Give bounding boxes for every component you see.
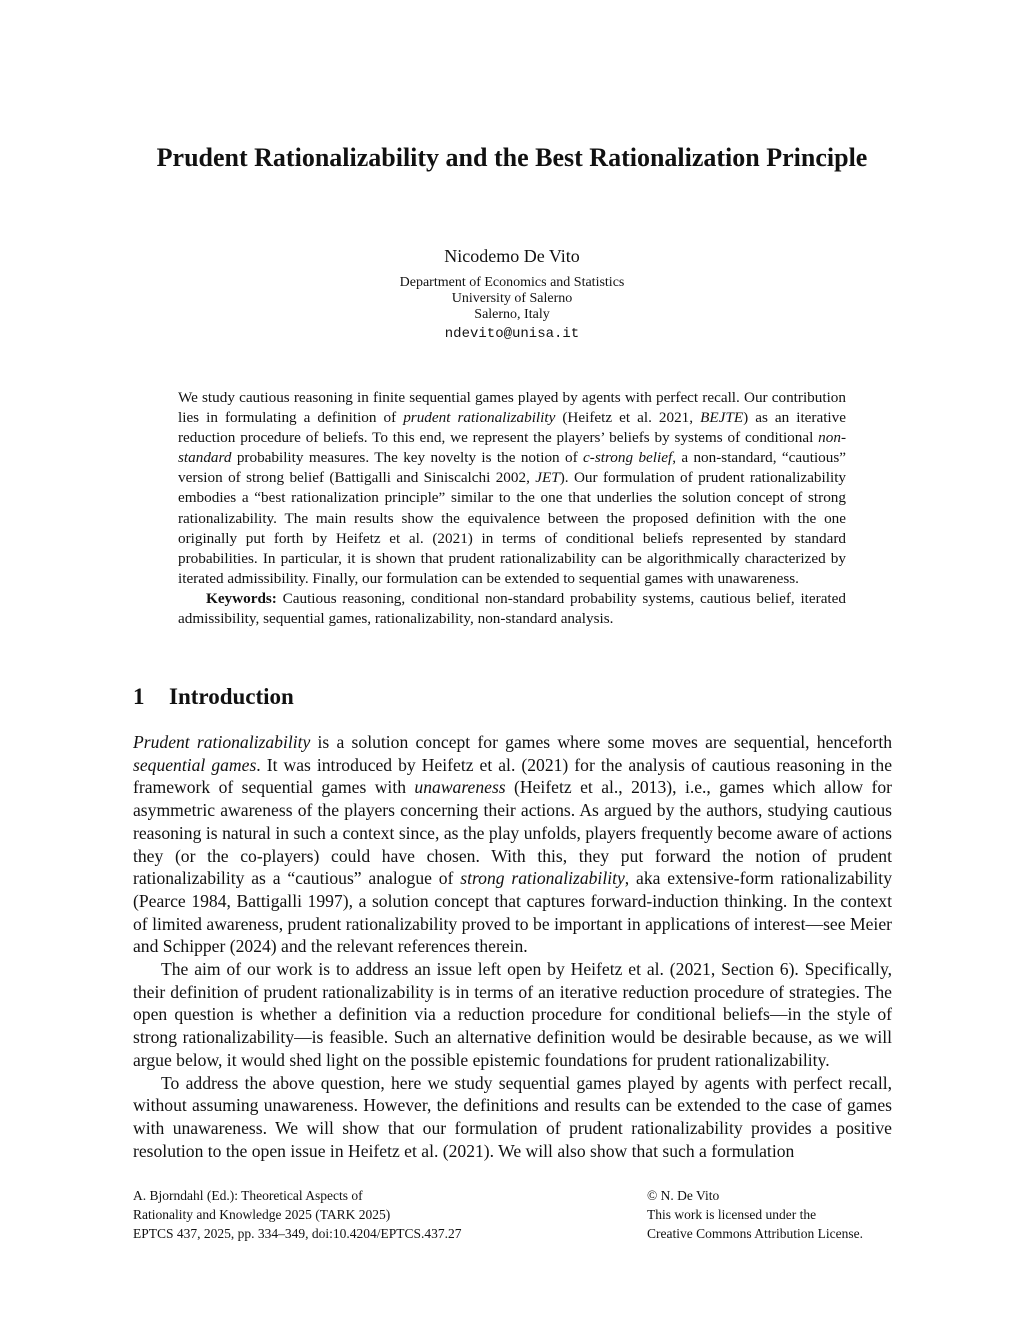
- abstract-text: , a non-standard, “cautious” version of strong belief (Battigalli and Siniscalchi 2002,: [178, 449, 847, 487]
- abstract-text: ). Our formulation of prudent rationalizability embodies a “best rationalization principle” similar to the one that underlies the solution concept of strong rationalizability. The main results show the equivalence between the proposed definition with the one originally put forth by Heifetz et al. (2021) in terms of conditional beliefs represented by standard probabilities. In particular, it is shown that prudent rationalizability can be algorithmically characterized by iterated admissibility. Finally, our formulation can be extended to sequential games with unawareness.: [178, 469, 847, 587]
- footer-license: [647, 1186, 863, 1243]
- body-text: (Heifetz et al., 2013), i.e., games which allow for asymmetric awareness of the players concerning their actions. As argued by the authors, studying cautious reasoning is natural in such a context since, as the play unfolds, players frequently become aware of actions they (or the co-players) could have chosen. With this, they put forward the notion of prudent rationalizability as a “cautious” analogue of: [133, 777, 892, 889]
- body-emphasis: sequential games: [133, 754, 257, 775]
- abstract-paragraph: [178, 388, 846, 589]
- keywords: [178, 589, 846, 629]
- footer-line: This work is licensed under the: [647, 1207, 817, 1222]
- abstract-text: probability measures. The key novelty is the notion of: [231, 449, 584, 467]
- author-name: Nicodemo De Vito: [444, 246, 580, 266]
- footer-line: EPTCS 437, 2025, pp. 334–349, doi:10.4204/EPTCS.437.27: [133, 1226, 462, 1241]
- affiliation-line: Salerno, Italy: [474, 307, 550, 322]
- intro-body: [133, 731, 892, 1162]
- body-emphasis: strong rationalizability: [460, 868, 625, 889]
- author-affiliation: [0, 275, 1024, 323]
- body-emphasis: unawareness: [414, 777, 506, 798]
- paper-title: Prudent Rationalizability and the Best Rationalization Principle: [156, 143, 868, 172]
- affiliation-line: Department of Economics and Statistics: [399, 275, 625, 290]
- section-heading: [133, 682, 294, 712]
- affiliation-line: University of Salerno: [451, 291, 573, 306]
- abstract-emphasis: prudent rationalizability: [403, 409, 556, 427]
- abstract: [178, 388, 846, 629]
- footer-line: Rationality and Knowledge 2025 (TARK 2025): [133, 1207, 391, 1222]
- section-title: Introduction: [169, 684, 294, 709]
- abstract-emphasis: non-standard: [178, 429, 846, 467]
- body-paragraph: [133, 731, 892, 958]
- body-text: , aka extensive-form rationalizability (Pearce 1984, Battigalli 1997), a solution concept that captures forward-induction thinking. In the context of limited awareness, prudent rationalizability proved to be important in applications of interest—see Meier and Schipper (2024) and the relevant references therein.: [133, 868, 892, 957]
- abstract-text: (Heifetz et al. 2021,: [555, 409, 701, 427]
- abstract-text: ) as an iterative reduction procedure of beliefs. To this end, we represent the players’ beliefs by systems of conditional: [178, 409, 846, 447]
- abstract-text: We study cautious reasoning in finite sequential games played by agents with perfect recall. Our contribution lies in formulating a definition of: [178, 389, 846, 427]
- body-text: . It was introduced by Heifetz et al. (2021) for the analysis of cautious reasoning in the framework of sequential games with: [133, 754, 893, 798]
- abstract-emphasis: c-strong belief: [583, 449, 673, 467]
- abstract-emphasis: BEJTE: [700, 409, 744, 427]
- footer-citation: [133, 1186, 462, 1243]
- body-text: is a solution concept for games where some moves are sequential, henceforth: [310, 732, 893, 752]
- body-paragraph: The aim of our work is to address an issue left open by Heifetz et al. (2021, Section 6). Specifically, their definition of prudent rationalizability is in terms of an iterative reduction procedure of strategies. The open question is whether a definition via a reduction procedure for conditional beliefs—in the style of strong rationalizability—is feasible. Such an alternative definition would be desirable because, as we will argue below, it would shed light on the possible epistemic foundations for prudent rationalizability.: [133, 959, 892, 1070]
- footer-line: A. Bjorndahl (Ed.): Theoretical Aspects of: [133, 1188, 363, 1203]
- footer-line: © N. De Vito: [647, 1188, 720, 1203]
- footer-line: Creative Commons Attribution License.: [647, 1226, 863, 1241]
- section-number: 1: [133, 684, 145, 709]
- author-email[interactable]: ndevito@unisa.it: [444, 326, 580, 342]
- abstract-emphasis: JET: [535, 469, 560, 487]
- body-paragraph: To address the above question, here we study sequential games played by agents with perfect recall, without assuming unawareness. However, the definitions and results can be extended to the case of games with unawareness. We will show that our formulation of prudent rationalizability provides a positive resolution to the open issue in Heifetz et al. (2021). We will also show that such a formulation: [133, 1072, 892, 1161]
- keywords-text: Cautious reasoning, conditional non-standard probability systems, cautious belief, iterated admissibility, sequential games, rationalizability, non-standard analysis.: [178, 589, 846, 628]
- keywords-label: Keywords:: [206, 589, 277, 607]
- body-emphasis: Prudent rationalizability: [133, 732, 311, 752]
